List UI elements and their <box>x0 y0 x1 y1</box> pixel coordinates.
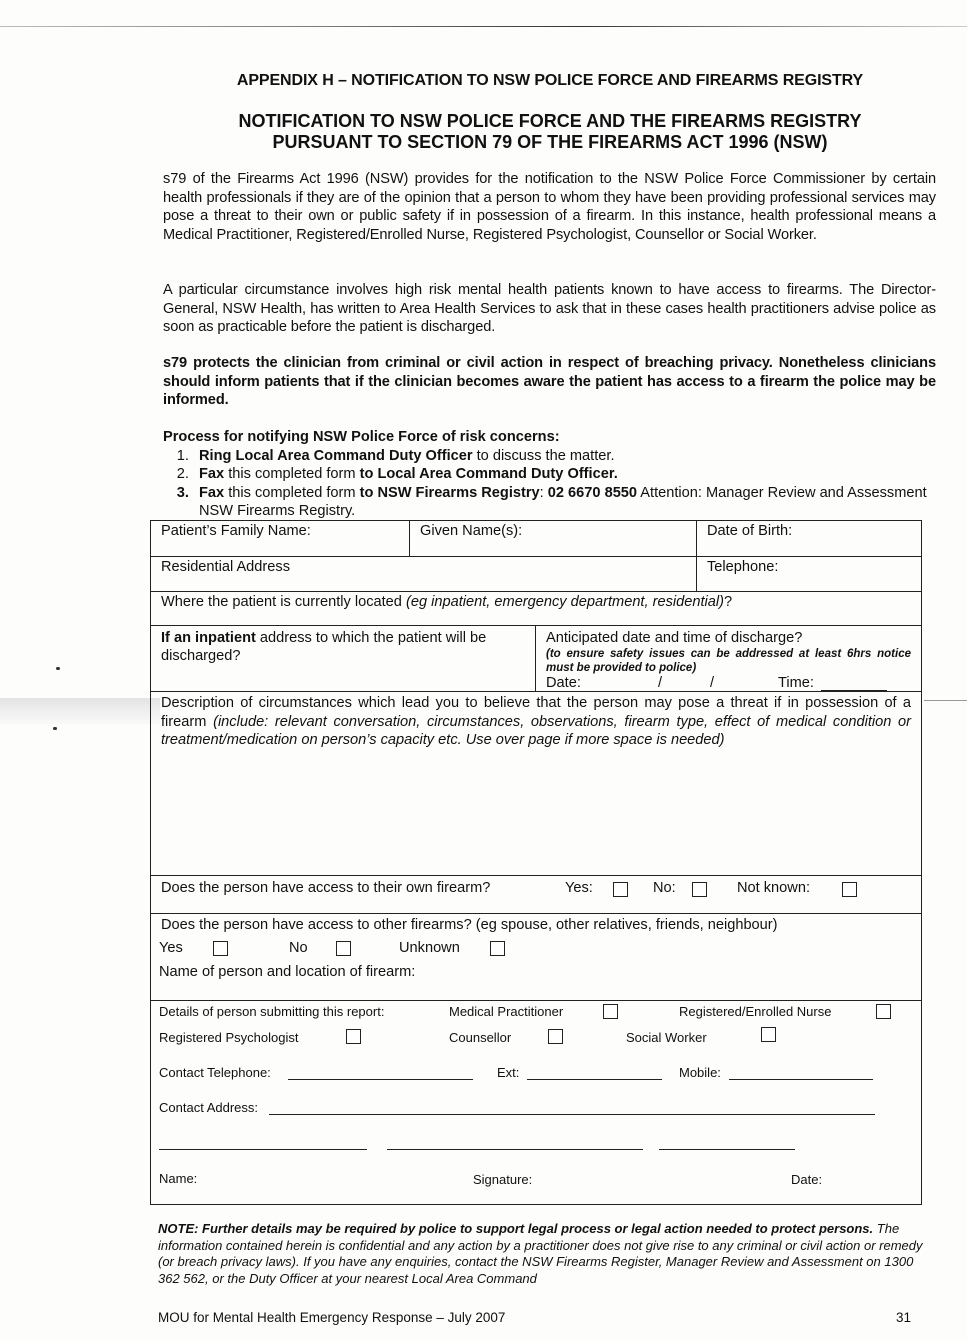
given-names-label: Given Name(s): <box>420 523 523 539</box>
discharge-label: Anticipated date and time of discharge? <box>546 630 803 646</box>
telephone-field[interactable] <box>696 557 921 591</box>
dob-field[interactable] <box>696 521 921 556</box>
own-not-known-label: Not known: <box>737 880 811 896</box>
row-description <box>151 692 921 876</box>
mobile-input[interactable] <box>729 1079 873 1080</box>
counsellor-label: Counsellor <box>449 1030 512 1045</box>
inpatient-label-bold: If an inpatient <box>161 630 256 646</box>
mobile-label: Mobile: <box>679 1065 721 1080</box>
social-worker-label: Social Worker <box>626 1030 707 1045</box>
appendix-title: APPENDIX H – NOTIFICATION TO NSW POLICE FORCE AND FIREARMS REGISTRY <box>236 72 864 89</box>
own-yes-label: Yes: <box>565 880 593 896</box>
sign-date-input[interactable] <box>659 1149 795 1150</box>
own-no-checkbox[interactable] <box>692 882 707 897</box>
time-input-line[interactable] <box>821 690 887 691</box>
location-field[interactable]: Where the patient is currently located (eg inpatient, emergency department, residential)? <box>161 594 733 610</box>
contact-address-input[interactable] <box>269 1114 875 1115</box>
description-field[interactable] <box>151 692 921 875</box>
row-address <box>151 557 921 592</box>
other-no-label: No <box>289 940 308 956</box>
process-step-2: 2. Fax this completed form to Local Area Command Duty Officer. <box>193 465 936 484</box>
name-label: Name: <box>159 1171 198 1186</box>
notification-form <box>150 520 922 1205</box>
submitter-label: Details of person submitting this report: <box>159 1004 385 1019</box>
row-submitter <box>151 1001 921 1204</box>
dob-label: Date of Birth: <box>707 523 793 539</box>
description-label: Description of circumstances which lead you to believe that the person may pose a threat if in possession of a firearm <box>161 695 911 730</box>
discharge-time-cell <box>535 626 921 691</box>
row-patient-name <box>151 521 921 557</box>
psychologist-label: Registered Psychologist <box>159 1030 299 1045</box>
title-line-2: PURSUANT TO SECTION 79 OF THE FIREARMS ACT 1996 (NSW) <box>272 132 828 152</box>
address-field[interactable] <box>151 557 696 591</box>
own-yes-checkbox[interactable] <box>613 882 628 897</box>
discharge-note: (to ensure safety issues can be addressed at least 6hrs notice must be provided to police) <box>546 648 911 674</box>
other-no-checkbox[interactable] <box>336 941 351 956</box>
contact-telephone-input[interactable] <box>288 1079 473 1080</box>
other-firearms-question: Does the person have access to other firearms? (eg spouse, other relatives, friends, neighbour) <box>161 917 778 933</box>
own-firearm-question: Does the person have access to their own firearm? <box>161 880 491 896</box>
medical-practitioner-label: Medical Practitioner <box>449 1004 564 1019</box>
page-number: 31 <box>896 1310 912 1325</box>
contact-address-label: Contact Address: <box>159 1100 258 1115</box>
page-title <box>150 111 950 153</box>
sign-date-label: Date: <box>791 1172 823 1187</box>
process-steps <box>163 447 936 521</box>
signature-input[interactable] <box>387 1149 643 1150</box>
process-step-3: 3. Fax this completed form to NSW Firearms Registry: 02 6670 8550 Attention: Manager Review and Assessment NSW Firearms Registry. <box>193 484 936 521</box>
own-not-known-checkbox[interactable] <box>842 882 857 897</box>
row-own-firearm <box>151 876 921 914</box>
discharge-address-field[interactable] <box>151 626 535 691</box>
name-input[interactable] <box>159 1149 367 1150</box>
discharge-date-label: Date: <box>546 675 581 691</box>
ext-input[interactable] <box>527 1079 662 1080</box>
paper-fold-shadow <box>0 698 160 724</box>
family-name-label: Patient’s Family Name: <box>161 523 311 539</box>
nurse-label: Registered/Enrolled Nurse <box>679 1004 832 1019</box>
note-bold: NOTE: Further details may be required by police to support legal process or legal action needed to protect persons. <box>158 1221 874 1236</box>
family-name-field[interactable] <box>151 521 409 556</box>
process-heading: Process for notifying NSW Police Force of risk concerns: <box>163 429 560 445</box>
scan-edge-line <box>0 26 967 27</box>
footer-title: MOU for Mental Health Emergency Response – July 2007 <box>158 1310 506 1325</box>
other-yes-label: Yes <box>159 940 183 956</box>
person-location-label: Name of person and location of firearm: <box>159 964 416 980</box>
other-yes-checkbox[interactable] <box>213 941 228 956</box>
scan-speck <box>56 667 60 670</box>
counsellor-checkbox[interactable] <box>548 1029 563 1044</box>
location-hint: (eg inpatient, emergency department, residential) <box>405 594 724 610</box>
protection-paragraph: s79 protects the clinician from criminal or civil action in respect of breaching privacy. Nonetheless clinicians should inform patients that if the clinician becomes aware the patient has access to a firearm the police may be informed. <box>163 355 936 408</box>
inpatient-label: address to which the patient will be discharged? <box>161 630 487 664</box>
nurse-checkbox[interactable] <box>876 1004 891 1019</box>
process-step-1: 1. Ring Local Area Command Duty Officer to discuss the matter. <box>193 447 936 466</box>
row-discharge <box>151 626 921 692</box>
intro-paragraph: s79 of the Firearms Act 1996 (NSW) provides for the notification to the NSW Police Force Commissioner by certain health professionals if they are of the opinion that a person to whom they have been providing professional services may pose a threat to their own or public safety if in possession of a firearm. In this instance, health professional means a Medical Practitioner, Registered/Enrolled Nurse, Registered Psychologist, Counsellor or Social Worker. <box>163 171 936 243</box>
note-section <box>158 1221 928 1287</box>
paper-fold-mark <box>924 700 967 701</box>
signature-label: Signature: <box>473 1172 533 1187</box>
scan-speck <box>53 727 57 730</box>
social-worker-checkbox[interactable] <box>761 1027 776 1042</box>
row-other-firearms <box>151 914 921 1001</box>
title-line-1: NOTIFICATION TO NSW POLICE FORCE AND THE FIREARMS REGISTRY <box>238 111 862 131</box>
process-section <box>163 428 936 521</box>
row-location <box>151 592 921 626</box>
contact-telephone-label: Contact Telephone: <box>159 1065 271 1080</box>
circumstance-paragraph: A particular circumstance involves high risk mental health patients known to have access to firearms. The Director-General, NSW Health, has written to Area Health Services to ask that in these cases health practitioners advise police as soon as practicable before the patient is discharged. <box>163 282 936 335</box>
other-unknown-checkbox[interactable] <box>490 941 505 956</box>
description-hint: (include: relevant conversation, circumstances, observations, firearm type, effect of medical condition or treatment/medication on person’s capacity etc. Use over page if more space is needed) <box>161 713 911 748</box>
psychologist-checkbox[interactable] <box>346 1029 361 1044</box>
discharge-date-time: Date: / / Time: <box>546 675 911 693</box>
discharge-time-label: Time: <box>778 675 814 691</box>
medical-practitioner-checkbox[interactable] <box>603 1004 618 1019</box>
ext-label: Ext: <box>497 1065 520 1080</box>
note-text: The information contained herein is confidential and any action by a practitioner does not give rise to any criminal or civil action or remedy (or breach privacy laws). If you have any enquiries, contact the NSW Firearms Register, Manager Review and Assessment on 1300 362 562, or the Duty Officer at your nearest Local Area Command <box>158 1221 923 1286</box>
location-label: Where the patient is currently located <box>161 594 406 610</box>
given-names-field[interactable] <box>409 521 696 556</box>
address-label: Residential Address <box>161 559 290 575</box>
own-no-label: No: <box>653 880 676 896</box>
telephone-label: Telephone: <box>707 559 779 575</box>
other-unknown-label: Unknown <box>399 940 460 956</box>
